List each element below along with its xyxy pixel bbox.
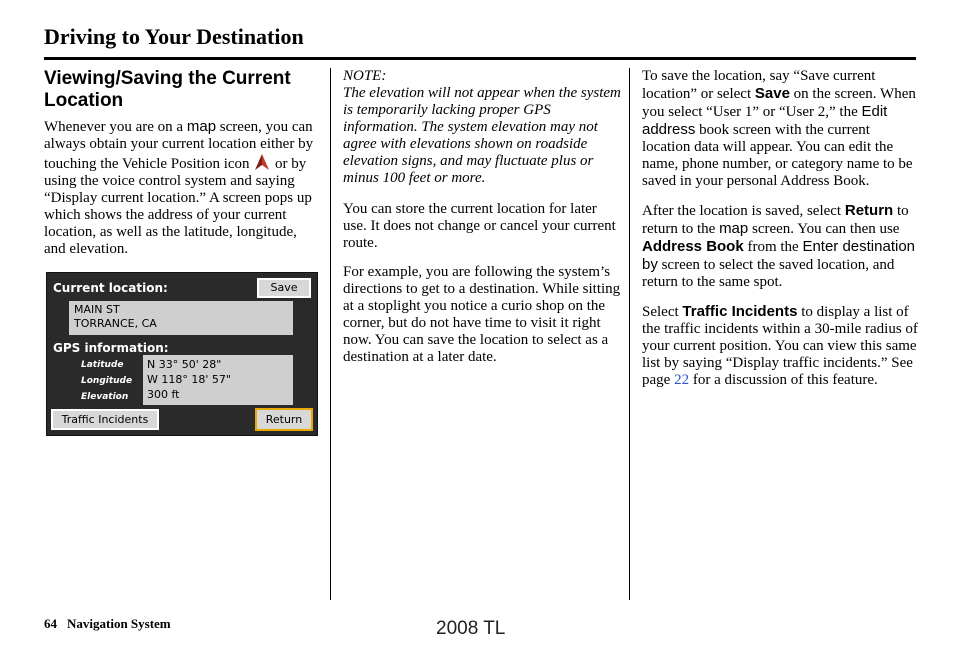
- map-term: map: [186, 118, 217, 135]
- column-2: [343, 68, 621, 378]
- text-run: to display a list of the traffic incidents within a 30-mile radius of your current position. You can view this same list by saying “Display traffic incidents.” See page: [642, 304, 918, 388]
- enter-destination-term: Enter destination by: [642, 238, 916, 273]
- current-location-screen: [46, 272, 318, 436]
- page-number: 64: [44, 616, 57, 631]
- page-link[interactable]: 22: [674, 372, 690, 388]
- column-1: [44, 68, 320, 270]
- section-title: Viewing/Saving the Current Location: [44, 68, 291, 111]
- address-book-term: Address Book: [642, 238, 744, 255]
- book-title: Navigation System: [67, 616, 171, 631]
- text-run: Select: [642, 304, 683, 320]
- save-button[interactable]: Save: [257, 278, 311, 298]
- return-button[interactable]: Return: [255, 408, 313, 431]
- traffic-incidents-button[interactable]: Traffic Incidents: [51, 409, 159, 430]
- return-term: Return: [844, 202, 894, 219]
- watermark-model: 2008 TL: [436, 618, 506, 639]
- text-run: or by using the voice control system and saying “Display current location.” A screen pops up which shows the address of your current location, as well as the latitude, longitude, and elevation.: [44, 156, 312, 257]
- text-run: for a discussion of this feature.: [689, 372, 878, 388]
- paragraph: [642, 303, 920, 389]
- traffic-incidents-term: Traffic Incidents: [682, 303, 798, 320]
- gps-values-box: [143, 355, 293, 405]
- column-divider: [629, 68, 630, 600]
- address-line: MAIN ST: [74, 303, 120, 316]
- text-run: screen to select the saved location, and return to the same spot.: [642, 257, 895, 290]
- longitude-value: W 118° 18' 57": [147, 373, 231, 386]
- text-run: After the location is saved, select: [642, 203, 845, 219]
- text-run: Whenever you are on a: [44, 119, 187, 135]
- map-term: map: [719, 220, 749, 237]
- vehicle-position-icon: [253, 153, 271, 171]
- address-box: [69, 301, 293, 335]
- page-footer: [44, 616, 171, 632]
- latitude-value: N 33° 50' 28": [147, 358, 222, 371]
- text-run: to return to the: [642, 203, 909, 237]
- save-term: Save: [754, 85, 790, 102]
- address-line: TORRANCE, CA: [74, 317, 157, 330]
- paragraph: [642, 68, 920, 190]
- elevation-value: 300 ft: [147, 388, 180, 401]
- text-run: To save the location, say “Save current location” or select: [642, 68, 876, 102]
- note-text: The elevation will not appear when the system is temporarily lacking proper GPS information. The system elevation may not agree with elevations shown on roadside elevation signs, and may fluctuate plus or minus 100 feet or more.: [343, 85, 621, 186]
- note-block: [343, 68, 621, 187]
- intro-paragraph: [44, 118, 320, 258]
- note-label: NOTE:: [343, 68, 387, 84]
- text-run: screen, you can always obtain your current location either by touching the Vehicle Position icon: [44, 119, 314, 172]
- paragraph: You can store the current location for later use. It does not change or cancel your current route.: [343, 201, 616, 251]
- header-rule: [44, 57, 916, 60]
- text-run: on the screen. When you select “User 1” or “User 2,” the: [642, 86, 916, 120]
- text-run: book screen with the current location data will appear. You can edit the name, phone number, or category name to be saved in your personal Address Book.: [642, 122, 913, 189]
- column-3: [642, 68, 920, 401]
- paragraph: For example, you are following the system’s directions to get to a destination. While sitting at a stoplight you notice a curio shop on the corner, but do not have time to visit it right now. You can save the location to select as a destination at a later date.: [343, 264, 621, 365]
- paragraph: [642, 202, 920, 291]
- longitude-label: Longitude: [81, 376, 133, 386]
- edit-address-term: Edit address: [642, 103, 888, 138]
- text-run: screen. You can then use: [748, 221, 900, 237]
- current-location-label: Current location:: [53, 281, 168, 295]
- column-divider: [330, 68, 331, 600]
- page-header-title: Driving to Your Destination: [44, 24, 304, 49]
- text-run: from the: [743, 239, 803, 255]
- elevation-label: Elevation: [81, 392, 129, 402]
- gps-information-label: GPS information:: [53, 341, 169, 355]
- latitude-label: Latitude: [81, 360, 124, 370]
